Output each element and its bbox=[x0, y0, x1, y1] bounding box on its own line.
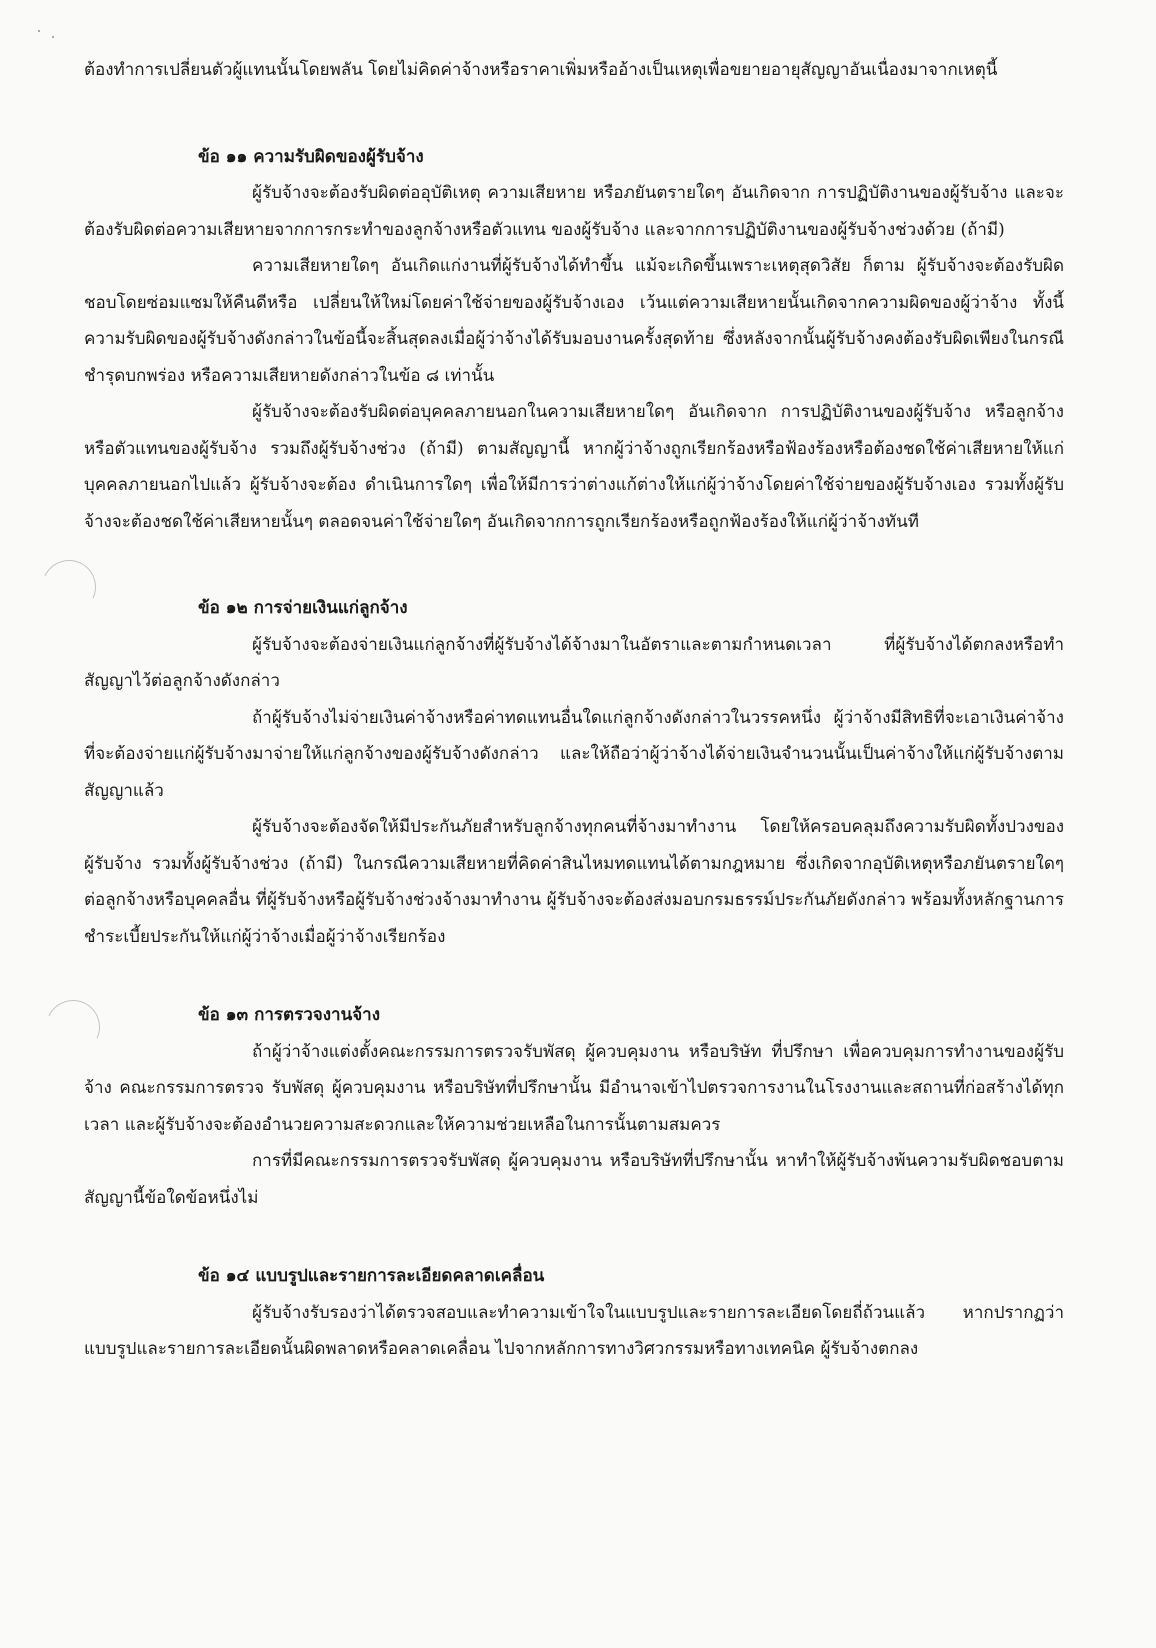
scan-speck bbox=[52, 36, 54, 38]
section-13-paragraph-2: การที่มีคณะกรรมการตรวจรับพัสดุ ผู้ควบคุมงาน หรือบริษัทที่ปรึกษานั้น หาทำให้ผู้รับจ้างพ้นความรับผิดชอบตามสัญญานี้ข้อใดข้อหนึ่งไม่ bbox=[84, 1151, 1064, 1208]
section-spacer bbox=[84, 540, 1064, 590]
section-12-paragraph-3: ผู้รับจ้างจะต้องจัดให้มีประกันภัยสำหรับลูกจ้างทุกคนที่จ้างมาทำงาน โดยให้ครอบคลุมถึงความรับผิดทั้งปวงของผู้รับจ้าง รวมทั้งผู้รับจ้างช่วง (ถ้ามี) ในกรณีความเสียหายที่คิดค่าสินไหมทดแทนได้ตามกฎหมาย ซึ่งเกิดจากอุบัติเหตุหรือภยันตรายใดๆ ต่อลูกจ้างหรือบุคคลอื่น ที่ผู้รับจ้างหรือผู้รับจ้างช่วงจ้างมาทำงาน ผู้รับจ้างจะต้องส่งมอบกรมธรรม์ประกันภัยดังกล่าว พร้อมทั้งหลักฐานการชำระเบี้ยประกันให้แก่ผู้ว่าจ้างเมื่อผู้ว่าจ้างเรียกร้อง bbox=[84, 817, 1064, 947]
section-14-paragraph-1: ผู้รับจ้างรับรองว่าได้ตรวจสอบและทำความเข้าใจในแบบรูปและรายการละเอียดโดยถี่ถ้วนแล้ว หากปรากฏว่าแบบรูปและรายการละเอียดนั้นผิดพลาดหรือคลาดเคลื่อน ไปจากหลักการทางวิศวกรรมหรือทางเทคนิค ผู้รับจ้างตกลง bbox=[84, 1302, 1064, 1359]
section-spacer bbox=[84, 1216, 1064, 1258]
section-12-heading: ข้อ ๑๒ การจ่ายเงินแก่ลูกจ้าง bbox=[198, 598, 408, 618]
section-11-heading: ข้อ ๑๑ ความรับผิดของผู้รับจ้าง bbox=[198, 146, 424, 167]
section-12-paragraph-2: ถ้าผู้รับจ้างไม่จ่ายเงินค่าจ้างหรือค่าทดแทนอื่นใดแก่ลูกจ้างดังกล่าวในวรรคหนึ่ง ผู้ว่าจ้างมีสิทธิที่จะเอาเงินค่าจ้างที่จะต้องจ่ายแก่ผู้รับจ้างมาจ่ายให้แก่ลูกจ้างของผู้รับจ้างดังกล่าว และให้ถือว่าผู้ว่าจ้างได้จ่ายเงินจำนวนนั้นเป็นค่าจ้างให้แก่ผู้รับจ้างตามสัญญาแล้ว bbox=[84, 707, 1064, 801]
section-11-paragraph-1: ผู้รับจ้างจะต้องรับผิดต่ออุบัติเหตุ ความเสียหาย หรือภยันตรายใดๆ อันเกิดจาก การปฏิบัติงานของผู้รับจ้าง และจะต้องรับผิดต่อความเสียหายจากการกระทำของลูกจ้างหรือตัวแทน ของผู้รับจ้าง และจากการปฏิบัติงานของผู้รับจ้างช่วงด้วย (ถ้ามี) bbox=[84, 183, 1064, 240]
continued-paragraph: ต้องทำการเปลี่ยนตัวผู้แทนนั้นโดยพลัน โดยไม่คิดค่าจ้างหรือราคาเพิ่มหรืออ้างเป็นเหตุเพื่อขยายอายุสัญญาอันเนื่องมาจากเหตุนี้ bbox=[84, 60, 998, 80]
section-spacer bbox=[84, 955, 1064, 997]
section-13-heading: ข้อ ๑๓ การตรวจงานจ้าง bbox=[198, 1005, 381, 1025]
section-13-paragraph-1: ถ้าผู้ว่าจ้างแต่งตั้งคณะกรรมการตรวจรับพัสดุ ผู้ควบคุมงาน หรือบริษัท ที่ปรึกษา เพื่อควบคุมการทำงานของผู้รับจ้าง คณะกรรมการตรวจ รับพัสดุ ผู้ควบคุมงาน หรือบริษัทที่ปรึกษานั้น มีอำนาจเข้าไปตรวจการงานในโรงงานและสถานที่ก่อสร้างได้ทุกเวลา และผู้รับจ้างจะต้องอำนวยความสะดวกและให้ความช่วยเหลือในการนั้นตามสมควร bbox=[84, 1041, 1064, 1135]
scan-speck bbox=[38, 30, 40, 32]
section-11-paragraph-3: ผู้รับจ้างจะต้องรับผิดต่อบุคคลภายนอกในความเสียหายใดๆ อันเกิดจาก การปฏิบัติงานของผู้รับจ้าง หรือลูกจ้างหรือตัวแทนของผู้รับจ้าง รวมถึงผู้รับจ้างช่วง (ถ้ามี) ตามสัญญานี้ หากผู้ว่าจ้างถูกเรียกร้องหรือฟ้องร้องหรือต้องชดใช้ค่าเสียหายให้แก่บุคคลภายนอกไปแล้ว ผู้รับจ้างจะต้อง ดำเนินการใดๆ เพื่อให้มีการว่าต่างแก้ต่างให้แก่ผู้ว่าจ้างโดยค่าใช้จ่ายของผู้รับจ้างเอง รวมทั้งผู้รับจ้างจะต้องชดใช้ค่าเสียหายนั้นๆ ตลอดจนค่าใช้จ่ายใดๆ อันเกิดจากการถูกเรียกร้องหรือถูกฟ้องร้องให้แก่ผู้ว่าจ้างทันที bbox=[84, 402, 1064, 532]
document-body bbox=[84, 52, 1064, 1368]
section-spacer bbox=[84, 89, 1064, 139]
section-12-paragraph-1: ผู้รับจ้างจะต้องจ่ายเงินแก่ลูกจ้างที่ผู้รับจ้างได้จ้างมาในอัตราและตามกำหนดเวลา ที่ผู้รับจ้างได้ตกลงหรือทำสัญญาไว้ต่อลูกจ้างดังกล่าว bbox=[84, 634, 1064, 691]
section-11-paragraph-2: ความเสียหายใดๆ อันเกิดแก่งานที่ผู้รับจ้างได้ทำขึ้น แม้จะเกิดขึ้นเพราะเหตุสุดวิสัย ก็ตาม ผู้รับจ้างจะต้องรับผิดชอบโดยซ่อมแซมให้คืนดีหรือ เปลี่ยนให้ใหม่โดยค่าใช้จ่ายของผู้รับจ้างเอง เว้นแต่ความเสียหายนั้นเกิดจากความผิดของผู้ว่าจ้าง ทั้งนี้ ความรับผิดของผู้รับจ้างดังกล่าวในข้อนี้จะสิ้นสุดลงเมื่อผู้ว่าจ้างได้รับมอบงานครั้งสุดท้าย ซึ่งหลังจากนั้นผู้รับจ้างคงต้องรับผิดเพียงในกรณีชำรุดบกพร่อง หรือความเสียหายดังกล่าวในข้อ ๘ เท่านั้น bbox=[84, 256, 1064, 386]
section-14-heading: ข้อ ๑๔ แบบรูปและรายการละเอียดคลาดเคลื่อน bbox=[198, 1266, 545, 1286]
